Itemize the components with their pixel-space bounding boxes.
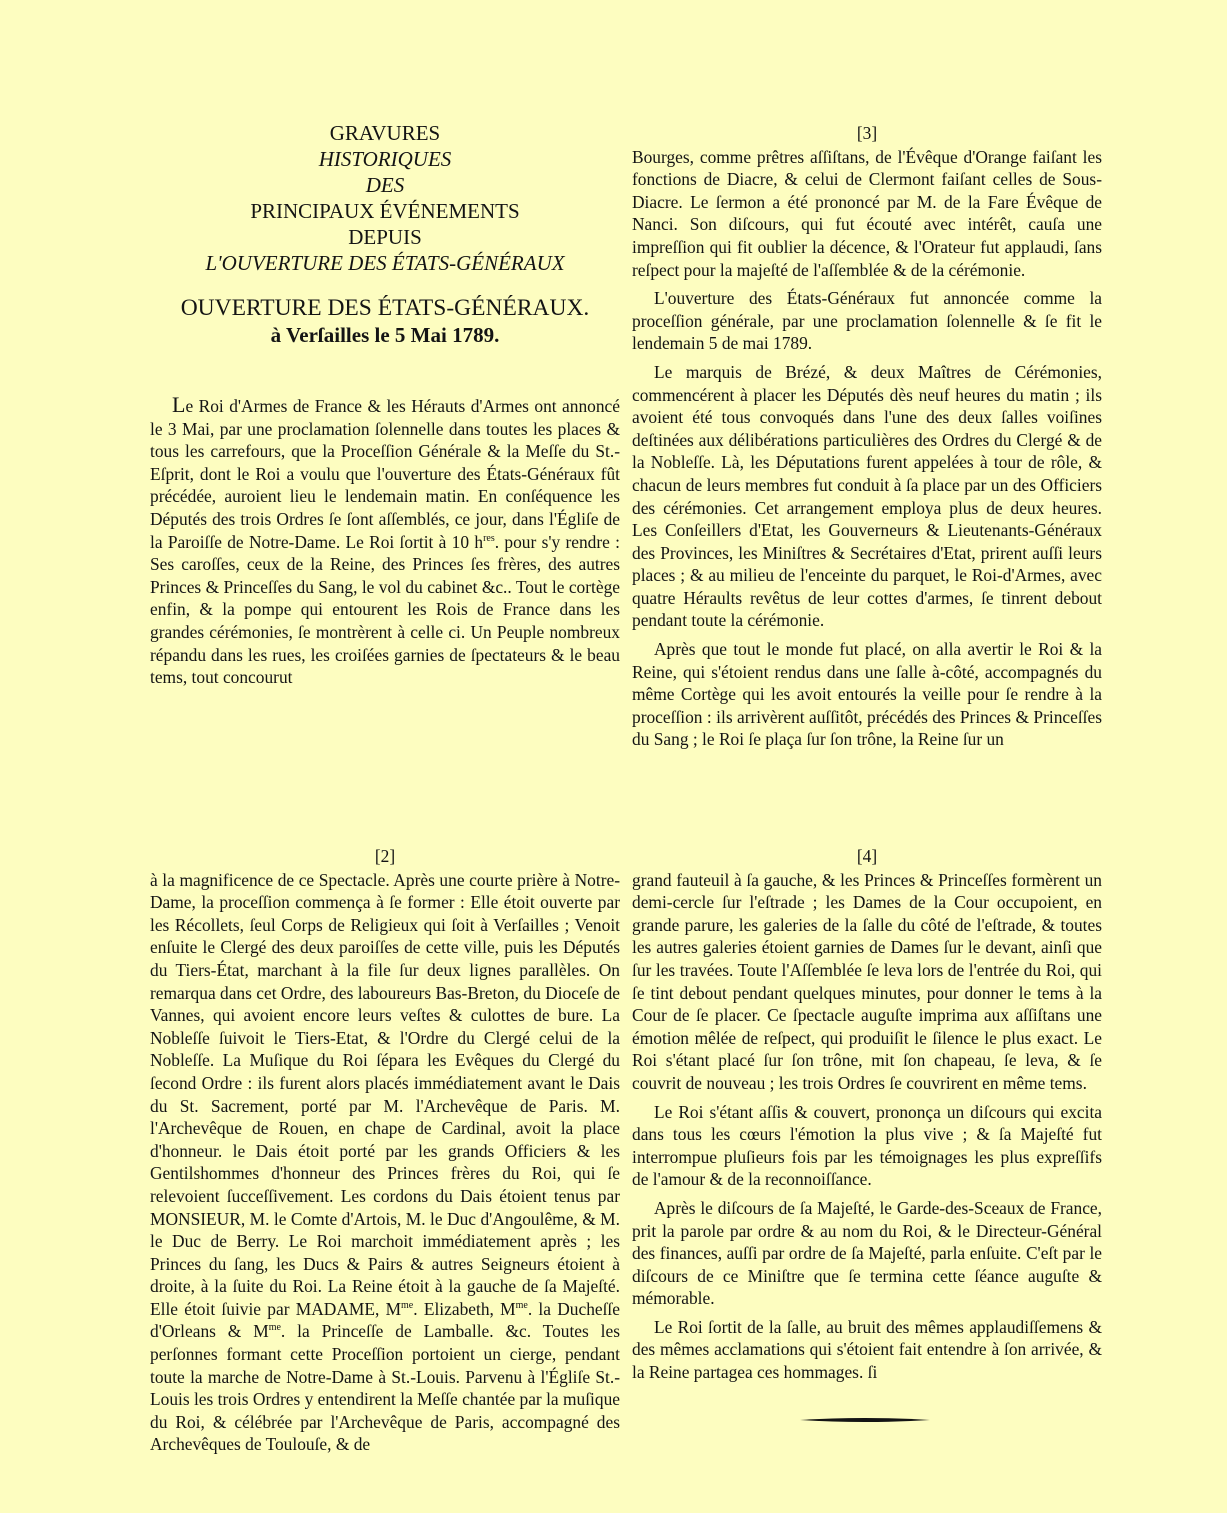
ornamental-divider [800,1417,930,1423]
paragraph-text: . Elizabeth, M [413,1298,516,1319]
paragraph-text: . la Princeſſe de Lamballe. &c. Toutes les perſonnes formant cette Proceſſion portoient un cierge, pendant toute la marche de Notre-Dame à St.-Louis. Parvenu à l'Égliſe St.-Louis les trois Ordres y entendirent la Meſſe chantée par la muſique du Roi, & célébrée par l'Archevêque de Paris, accompagné des Archevêques de Toulouſe, & de [150,1321,620,1455]
title-line: L'OUVERTURE DES ÉTATS-GÉNÉRAUX [205,251,565,275]
paragraph-text: à la magnificence de ce Spectacle. Après une courte prière à Notre-Dame, la proceſſion commença à ſe former : Elle étoit ouverte par les Récollets, ſeul Corps de Religieux qui ſoit à Verſailles ; Venoit enſuite le Clergé des deux paroiſſes de cette ville, puis les Députés du Tiers-État, marchant à la file ſur deux lignes parallèles. On remarqua dans cet Ordre, des laboureurs Bas-Breton, du Dioceſe de Vannes, qui avoient encore leurs veſtes & culottes de bure. La Nobleſſe ſuivoit le Tiers-Etat, & l'Ordre du Clergé celui de la Nobleſſe. La Muſique du Roi ſépara les Evêques du Clergé du ſecond Ordre : ils furent alors placés immédiatement avant le Dais du St. Sacrement, porté par M. l'Archevêque de Paris. M. l'Archevêque de Rouen, en chape de Cardinal, avoit la place d'honneur. le Dais étoit porté par les grands Officiers & les Gentilshommes d'honneur des Princes frères du Roi, qui ſe relevoient ſucceſſivement. Les cordons du Dais étoient tenus par MONSIEUR, M. le Comte d'Artois, M. le Duc d'Angoulême, & M. le Duc de Berry. Le Roi marchoit immédiatement après ; les Princes du ſang, les Ducs & Pairs & autres Seigneurs étoient à droite, à la ſuite du Roi. La Reine étoit à la gauche de ſa Majeſté. Elle étoit ſuivie par MADAME, M [150,869,620,1319]
paragraph-text: . la Ducheſſe d'Orleans & M [150,1298,620,1342]
paragraph: L'ouverture des États-Généraux fut annoncée comme la proceſſion générale, par une proclamation ſolennelle & ſe fit le lendemain 5 de mai 1789. [632,288,1102,354]
page-2 [150,845,620,1456]
title-line: HISTORIQUES [318,147,452,171]
title-line: GRAVURES [329,121,441,145]
page-1 [150,120,620,689]
section-subheading: à Verſailles le 5 Mai 1789. [270,323,500,347]
book-title [150,120,620,276]
paragraph: Après que tout le monde fut placé, on alla avertir le Roi & la Reine, qui s'étoient rendus dans une ſalle à-côté, accompagnés du même Cortège qui les avoit entourés la veille pour ſe rendre à la proceſſion : ils arrivèrent auſſitôt, précédés des Princes & Princeſſes du Sang ; le Roi ſe plaça ſur ſon trône, la Reine ſur un [632,639,1102,750]
superscript: res [483,532,495,544]
paragraph-text: e Roi d'Armes de France & les Hérauts d'Armes ont annoncé le 3 Mai, par une proclamation ſolennelle dans toutes les places & tous les carrefours, que la Proceſſion Générale & la Meſſe du St.-Eſprit, dont le Roi a voulu que l'ouverture des États-Généraux fût précédée, auroient lieu le lendemain matin. En conſéquence les Députés des trois Ordres ſe ſont aſſemblés, ce jour, dans l'Égliſe de la Paroiſſe de Notre-Dame. Le Roi ſortit à 10 h [150,396,620,552]
superscript: me [515,1300,528,1312]
paragraph [150,394,620,689]
page-number: [4] [856,846,878,866]
paragraph: Le Roi ſortit de la ſalle, au bruit des mêmes applaudiſſemens & des mêmes acclamations qui s'étoient fait entendre à ſon arrivée, & la Reine partagea ces hommages. ſi [632,1316,1102,1383]
paragraph: Le Roi s'étant aſſis & couvert, prononça un diſcours qui excita dans tous les cœurs l'émotion la plus vive ; & ſa Majeſté fut interrompue pluſieurs fois par les témoignages les plus expreſſifs de l'amour & de la reconnoiſſance. [632,1101,1102,1190]
superscript: me [268,1322,281,1334]
paragraph [150,869,620,1456]
page-4 [632,845,1102,1384]
title-line: DEPUIS [348,225,422,249]
title-line: PRINCIPAUX ÉVÉNEMENTS [250,199,520,223]
paragraph-text: . pour s'y rendre : Ses caroſſes, ceux de la Reine, des Princes ſes frères, des autres Princes & Princeſſes du Sang, le vol du cabinet &c.. Tout le cortège enfin, & la pompe qui entourent les Rois de France dans les grandes cérémonies, ſe montrèrent à celle ci. Un Peuple nombreux répandu dans les rues, les croiſées garnies de ſpectateurs & le beau tems, tout concourut [150,531,620,688]
superscript: me [401,1300,414,1312]
paragraph: grand fauteuil à ſa gauche, & les Princes & Princeſſes formèrent un demi-cercle ſur l'eſtrade ; les Dames de la Cour occupoient, en grande parure, les galeries de la ſalle du côté de l'eſtrade, & toutes les autres galeries étoient garnies de Dames ſur le devant, ainſi que ſur les travées. Toute l'Aſſemblée ſe leva lors de l'entrée du Roi, qui ſe tint debout pendant quelques minutes, pour donner le tems à la Cour de ſe placer. Ce ſpectacle auguſte imprima aux aſſiſtans une émotion mêlée de reſpect, qui produiſit le ſilence le plus exact. Le Roi s'étant placé ſur ſon trône, mit ſon chapeau, ſe leva, & ſe couvrit de nouveau ; les trois Ordres ſe couvrirent en même tems. [632,869,1102,1093]
title-line: DES [365,173,405,197]
page-number: [3] [856,123,878,143]
paragraph: Bourges, comme prêtres aſſiſtans, de l'Évêque d'Orange faiſant les fonctions de Diacre, & celui de Clermont faiſant celles de Sous-Diacre. Le ſermon a été prononcé par M. de la Fare Évêque de Nanci. Son diſcours, qui fut écouté avec intérêt, cauſa une impreſſion qui fit oublier la décence, & l'Orateur fut applaudi, ſans reſpect pour la majeſté de l'aſſemblée & de la cérémonie. [632,146,1102,280]
paragraph: Le marquis de Brézé, & deux Maîtres de Cérémonies, commencérent à placer les Députés dès neuf heures du matin ; ils avoient été tous convoqués dans l'une des deux ſalles voiſines deſtinées aux délibérations particulières des Ordres du Clergé & de la Nobleſſe. Là, les Députations furent appelées à tour de rôle, & chacun de leurs membres fut conduit à ſa place par un des Officiers des cérémonies. Cet arrangement employa plus de deux heures. Les Conſeillers d'Etat, les Gouverneurs & Lieutenants-Généraux des Provinces, les Miniſtres & Secrétaires d'Etat, prirent auſſi leurs places ; & au milieu de l'enceinte du parquet, le Roi-d'Armes, avec quatre Héraults revêtus de leur cottes d'armes, ſe tinrent debout pendant toute la cérémonie. [632,361,1102,631]
drop-cap: L [172,392,186,417]
page-3 [632,122,1102,751]
paragraph: Après le diſcours de ſa Majeſté, le Garde-des-Sceaux de France, prit la parole par ordre & au nom du Roi, & le Directeur-Général des finances, auſſi par ordre de ſa Majeſté, parla enſuite. C'eſt par le diſcours de ce Miniſtre que ſe termina cette ſéance auguſte & mémorable. [632,1197,1102,1309]
section-heading: OUVERTURE DES ÉTATS-GÉNÉRAUX. [180,295,590,321]
page-number: [2] [374,846,396,866]
